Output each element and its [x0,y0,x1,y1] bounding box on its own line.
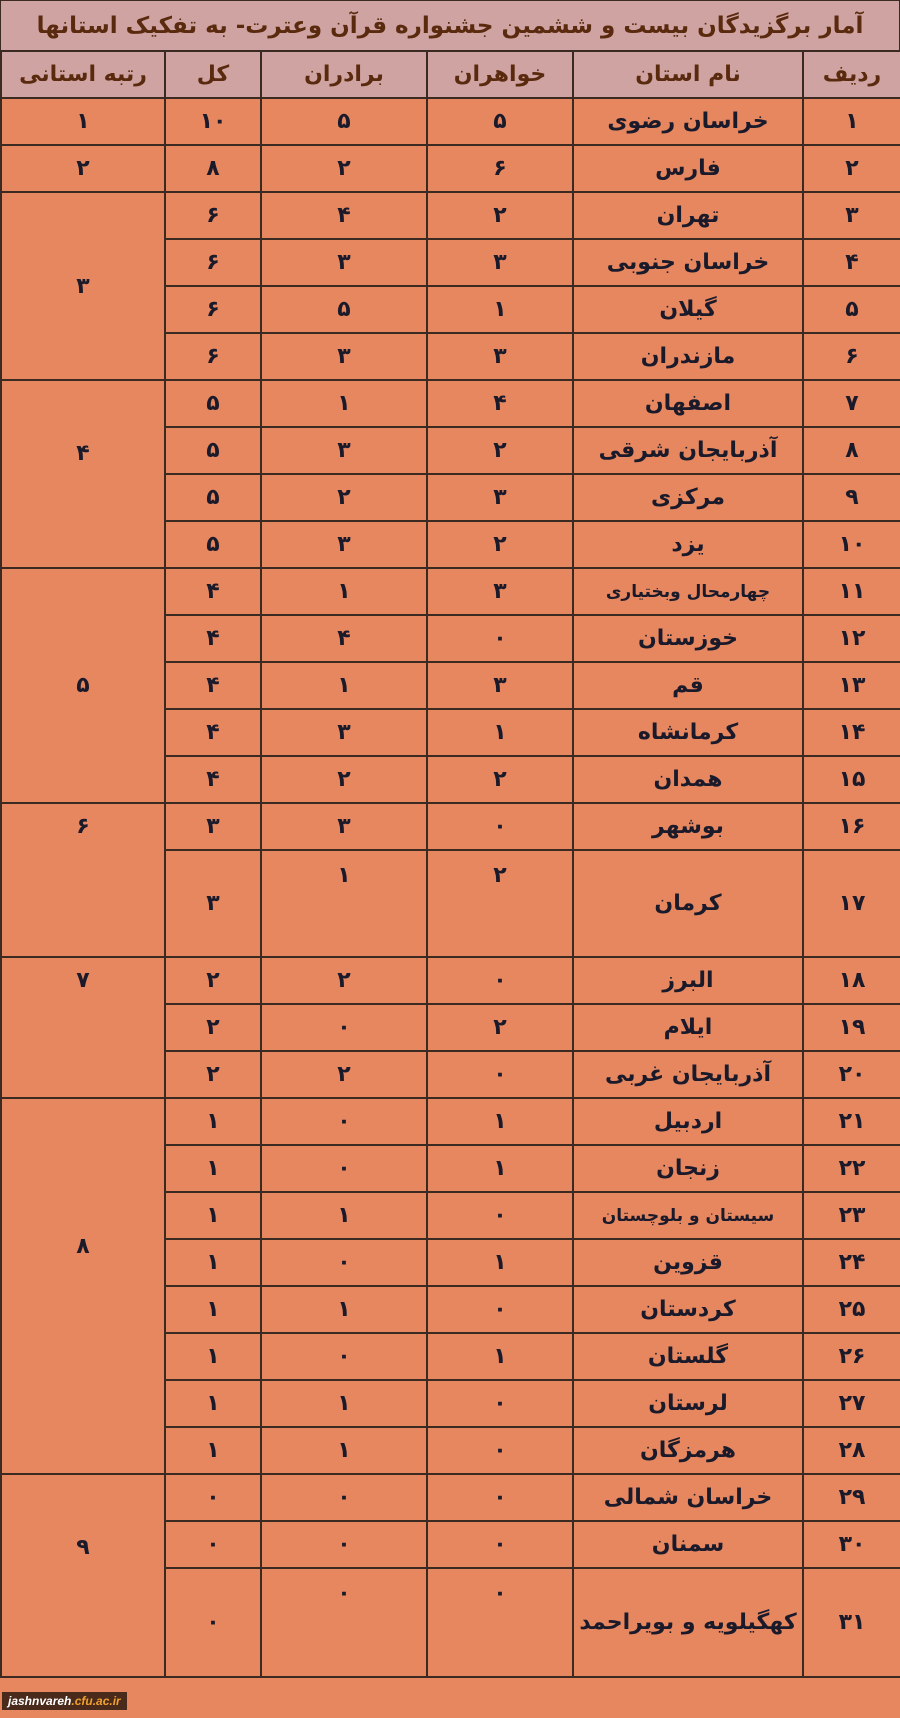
cell-sisters: ۲ [427,850,573,957]
cell-province: خوزستان [573,615,803,662]
table-title: آمار برگزیدگان بیست و ششمین جشنواره قرآن وعترت- به تفکیک استانها [0,0,900,52]
cell-sisters: ۱ [427,1098,573,1145]
cell-row-no: ۲۷ [803,1380,900,1427]
cell-total: ۵ [165,474,261,521]
cell-province: قم [573,662,803,709]
cell-brothers: ۱ [261,380,427,427]
cell-sisters: ۳ [427,568,573,615]
cell-rank: ۸ [1,1098,165,1474]
cell-total: ۱ [165,1333,261,1380]
cell-rank: ۹ [1,1474,165,1677]
cell-brothers: ۱ [261,1427,427,1474]
cell-brothers: ۰ [261,1004,427,1051]
cell-row-no: ۸ [803,427,900,474]
cell-rank: ۷ [1,957,165,1098]
cell-sisters: ۱ [427,709,573,756]
cell-sisters: ۵ [427,98,573,145]
cell-row-no: ۵ [803,286,900,333]
cell-total: ۰ [165,1474,261,1521]
cell-sisters: ۰ [427,803,573,850]
cell-brothers: ۲ [261,756,427,803]
cell-row-no: ۲۵ [803,1286,900,1333]
table-row [1,1098,900,1145]
cell-sisters: ۴ [427,380,573,427]
cell-row-no: ۲۶ [803,1333,900,1380]
cell-total: ۳ [165,850,261,957]
col-header-row-no: ردیف [803,51,900,98]
cell-row-no: ۱۰ [803,521,900,568]
cell-province: اصفهان [573,380,803,427]
cell-row-no: ۱۳ [803,662,900,709]
cell-row-no: ۲۴ [803,1239,900,1286]
cell-province: کرمان [573,850,803,957]
cell-province: آذربایجان غربی [573,1051,803,1098]
cell-total: ۴ [165,709,261,756]
cell-province: خراسان جنوبی [573,239,803,286]
cell-province: سمنان [573,1521,803,1568]
cell-total: ۲ [165,1004,261,1051]
cell-sisters: ۲ [427,427,573,474]
cell-row-no: ۲۳ [803,1192,900,1239]
cell-row-no: ۱۱ [803,568,900,615]
watermark [2,1692,127,1710]
cell-sisters: ۰ [427,1051,573,1098]
cell-province: اردبیل [573,1098,803,1145]
cell-brothers: ۳ [261,427,427,474]
cell-sisters: ۳ [427,239,573,286]
cell-rank: ۳ [1,192,165,380]
cell-total: ۶ [165,286,261,333]
cell-sisters: ۳ [427,474,573,521]
cell-province: یزد [573,521,803,568]
cell-row-no: ۱۷ [803,850,900,957]
cell-total: ۵ [165,427,261,474]
cell-total: ۱ [165,1192,261,1239]
cell-province: بوشهر [573,803,803,850]
cell-brothers: ۵ [261,286,427,333]
cell-total: ۴ [165,662,261,709]
cell-sisters: ۰ [427,1286,573,1333]
cell-province: آذربایجان شرقی [573,427,803,474]
cell-province: خراسان شمالی [573,1474,803,1521]
cell-sisters: ۰ [427,1380,573,1427]
watermark-domain: .cfu.ac.ir [71,1694,121,1708]
cell-sisters: ۰ [427,1521,573,1568]
cell-row-no: ۲۲ [803,1145,900,1192]
cell-sisters: ۰ [427,1474,573,1521]
cell-province: همدان [573,756,803,803]
cell-row-no: ۲ [803,145,900,192]
cell-total: ۱۰ [165,98,261,145]
cell-total: ۰ [165,1521,261,1568]
cell-row-no: ۱۴ [803,709,900,756]
cell-sisters: ۱ [427,286,573,333]
cell-province: کرمانشاه [573,709,803,756]
cell-rank: ۶ [1,803,165,957]
cell-sisters: ۰ [427,1192,573,1239]
cell-total: ۴ [165,568,261,615]
cell-row-no: ۲۰ [803,1051,900,1098]
table-header-row [1,51,900,98]
cell-brothers: ۲ [261,474,427,521]
col-header-total: کل [165,51,261,98]
table-row [1,957,900,1004]
cell-sisters: ۲ [427,1004,573,1051]
cell-brothers: ۱ [261,1192,427,1239]
cell-row-no: ۱۹ [803,1004,900,1051]
cell-province: کردستان [573,1286,803,1333]
cell-rank: ۵ [1,568,165,803]
cell-brothers: ۴ [261,192,427,239]
cell-brothers: ۲ [261,957,427,1004]
cell-province: گلستان [573,1333,803,1380]
table-row [1,803,900,850]
cell-total: ۵ [165,521,261,568]
cell-brothers: ۳ [261,709,427,756]
cell-total: ۴ [165,615,261,662]
cell-province: هرمزگان [573,1427,803,1474]
cell-brothers: ۱ [261,850,427,957]
cell-brothers: ۵ [261,98,427,145]
cell-total: ۴ [165,756,261,803]
cell-row-no: ۳۰ [803,1521,900,1568]
cell-sisters: ۲ [427,756,573,803]
col-header-province: نام استان [573,51,803,98]
cell-province: گیلان [573,286,803,333]
cell-total: ۰ [165,1568,261,1677]
cell-total: ۶ [165,333,261,380]
cell-total: ۱ [165,1098,261,1145]
cell-province: مرکزی [573,474,803,521]
cell-brothers: ۰ [261,1474,427,1521]
cell-total: ۱ [165,1286,261,1333]
table-row [1,568,900,615]
cell-sisters: ۳ [427,333,573,380]
cell-brothers: ۳ [261,521,427,568]
cell-brothers: ۱ [261,662,427,709]
cell-brothers: ۰ [261,1098,427,1145]
cell-province: البرز [573,957,803,1004]
cell-row-no: ۶ [803,333,900,380]
table-row [1,98,900,145]
cell-sisters: ۰ [427,1427,573,1474]
table-row [1,145,900,192]
cell-row-no: ۴ [803,239,900,286]
cell-sisters: ۲ [427,192,573,239]
provinces-table [0,50,900,1678]
cell-province: تهران [573,192,803,239]
cell-rank: ۲ [1,145,165,192]
table-row [1,192,900,239]
cell-province: چهارمحال وبختیاری [573,568,803,615]
cell-row-no: ۳۱ [803,1568,900,1677]
col-header-sisters: خواهران [427,51,573,98]
cell-row-no: ۲۱ [803,1098,900,1145]
cell-total: ۲ [165,1051,261,1098]
cell-row-no: ۱۸ [803,957,900,1004]
cell-sisters: ۰ [427,1568,573,1677]
cell-province: لرستان [573,1380,803,1427]
cell-total: ۲ [165,957,261,1004]
cell-province: خراسان رضوی [573,98,803,145]
col-header-rank: رتبه استانی [1,51,165,98]
cell-row-no: ۲۹ [803,1474,900,1521]
cell-total: ۱ [165,1239,261,1286]
cell-brothers: ۲ [261,145,427,192]
cell-row-no: ۷ [803,380,900,427]
cell-sisters: ۳ [427,662,573,709]
cell-province: فارس [573,145,803,192]
cell-province: مازندران [573,333,803,380]
cell-row-no: ۱ [803,98,900,145]
cell-sisters: ۶ [427,145,573,192]
cell-sisters: ۱ [427,1145,573,1192]
cell-total: ۱ [165,1427,261,1474]
cell-province: کهگیلویه و بویراحمد [573,1568,803,1677]
cell-province: ایلام [573,1004,803,1051]
cell-brothers: ۰ [261,1521,427,1568]
cell-sisters: ۰ [427,615,573,662]
cell-row-no: ۹ [803,474,900,521]
cell-brothers: ۱ [261,1286,427,1333]
cell-row-no: ۲۸ [803,1427,900,1474]
cell-total: ۳ [165,803,261,850]
cell-total: ۸ [165,145,261,192]
col-header-brothers: برادران [261,51,427,98]
cell-brothers: ۴ [261,615,427,662]
cell-brothers: ۰ [261,1333,427,1380]
cell-sisters: ۱ [427,1239,573,1286]
cell-row-no: ۱۶ [803,803,900,850]
cell-brothers: ۳ [261,239,427,286]
cell-province: زنجان [573,1145,803,1192]
table-row [1,1474,900,1521]
cell-row-no: ۳ [803,192,900,239]
cell-province: سیستان و بلوچستان [573,1192,803,1239]
cell-brothers: ۳ [261,803,427,850]
cell-total: ۶ [165,239,261,286]
cell-total: ۱ [165,1145,261,1192]
cell-total: ۱ [165,1380,261,1427]
cell-brothers: ۰ [261,1568,427,1677]
cell-brothers: ۳ [261,333,427,380]
cell-total: ۶ [165,192,261,239]
cell-sisters: ۲ [427,521,573,568]
cell-province: قزوین [573,1239,803,1286]
cell-total: ۵ [165,380,261,427]
table-row [1,380,900,427]
cell-row-no: ۱۲ [803,615,900,662]
cell-brothers: ۲ [261,1051,427,1098]
cell-row-no: ۱۵ [803,756,900,803]
cell-brothers: ۱ [261,1380,427,1427]
cell-brothers: ۰ [261,1239,427,1286]
cell-rank: ۱ [1,98,165,145]
cell-brothers: ۱ [261,568,427,615]
cell-brothers: ۰ [261,1145,427,1192]
cell-sisters: ۱ [427,1333,573,1380]
cell-rank: ۴ [1,380,165,568]
watermark-site: jashnvareh [8,1694,72,1708]
cell-sisters: ۰ [427,957,573,1004]
